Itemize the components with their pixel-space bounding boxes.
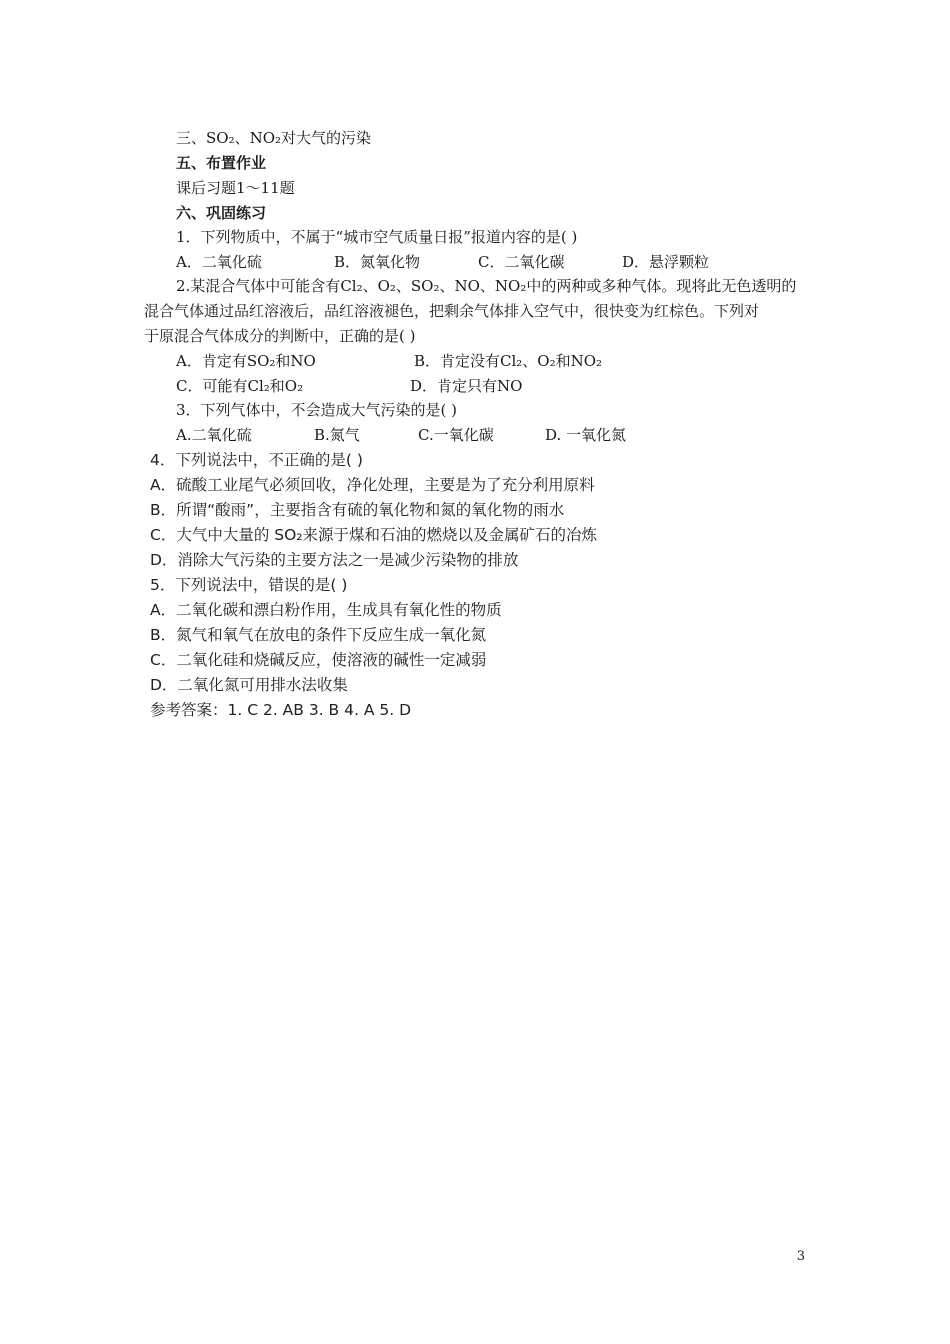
question-4-option-c: C．大气中大量的 SO₂来源于煤和石油的燃烧以及金属矿石的冶炼 xyxy=(150,526,598,544)
question-1-option-d: D．悬浮颗粒 xyxy=(622,253,710,271)
question-5-stem: 5．下列说法中，错误的是( ) xyxy=(150,576,348,594)
question-5-option-c: C．二氧化硅和烧碱反应，使溶液的碱性一定减弱 xyxy=(150,651,487,669)
section-5-title: 五、布置作业 xyxy=(176,154,267,172)
question-3-option-b: B.氮气 xyxy=(314,426,360,444)
question-1-option-a: A．二氧化硫 xyxy=(176,253,262,271)
question-4-option-d: D．消除大气污染的主要方法之一是减少污染物的排放 xyxy=(150,551,519,569)
question-2-option-b: B．肯定没有Cl₂、O₂和NO₂ xyxy=(414,352,603,370)
section-3-heading: 三、SO₂、NO₂对大气的污染 xyxy=(176,129,372,147)
question-3-stem: 3．下列气体中，不会造成大气污染的是( ) xyxy=(176,401,458,419)
question-3-option-d: D. 一氧化氮 xyxy=(545,426,627,444)
question-4-stem: 4．下列说法中，不正确的是( ) xyxy=(150,451,363,469)
question-2-option-a: A．肯定有SO₂和NO xyxy=(176,352,316,370)
answer-key: 参考答案：1. C 2. AB 3. B 4. A 5. D xyxy=(150,701,412,719)
question-4-option-b: B．所谓“酸雨”，主要指含有硫的氧化物和氮的氧化物的雨水 xyxy=(150,501,565,519)
question-3-option-a: A.二氧化硫 xyxy=(176,426,252,444)
section-6-title: 六、巩固练习 xyxy=(176,204,267,222)
question-1-option-b: B．氮氧化物 xyxy=(334,253,421,271)
question-1-stem: 1．下列物质中，不属于“城市空气质量日报”报道内容的是( ) xyxy=(176,228,578,246)
question-3-option-c: C.一氧化碳 xyxy=(418,426,494,444)
question-2-line-1: 2.某混合气体中可能含有Cl₂、O₂、SO₂、NO、NO₂中的两种或多种气体。现将此无色透明的 xyxy=(176,277,797,295)
question-4-option-a: A．硫酸工业尾气必须回收，净化处理，主要是为了充分利用原料 xyxy=(150,476,595,494)
question-5-option-b: B．氮气和氧气在放电的条件下反应生成一氧化氮 xyxy=(150,626,487,644)
question-2-line-3: 于原混合气体成分的判断中，正确的是( ) xyxy=(144,327,416,345)
page-number: 3 xyxy=(796,1249,805,1264)
question-2-line-2: 混合气体通过品红溶液后，品红溶液褪色，把剩余气体排入空气中，很快变为红棕色。下列对 xyxy=(144,302,760,320)
homework-text: 课后习题1～11题 xyxy=(176,179,295,197)
question-5-option-a: A．二氧化碳和漂白粉作用，生成具有氧化性的物质 xyxy=(150,601,502,619)
question-1-option-c: C．二氧化碳 xyxy=(478,253,565,271)
question-5-option-d: D．二氧化氮可用排水法收集 xyxy=(150,676,348,694)
question-2-option-d: D．肯定只有NO xyxy=(410,377,523,395)
question-2-option-c: C．可能有Cl₂和O₂ xyxy=(176,377,304,395)
